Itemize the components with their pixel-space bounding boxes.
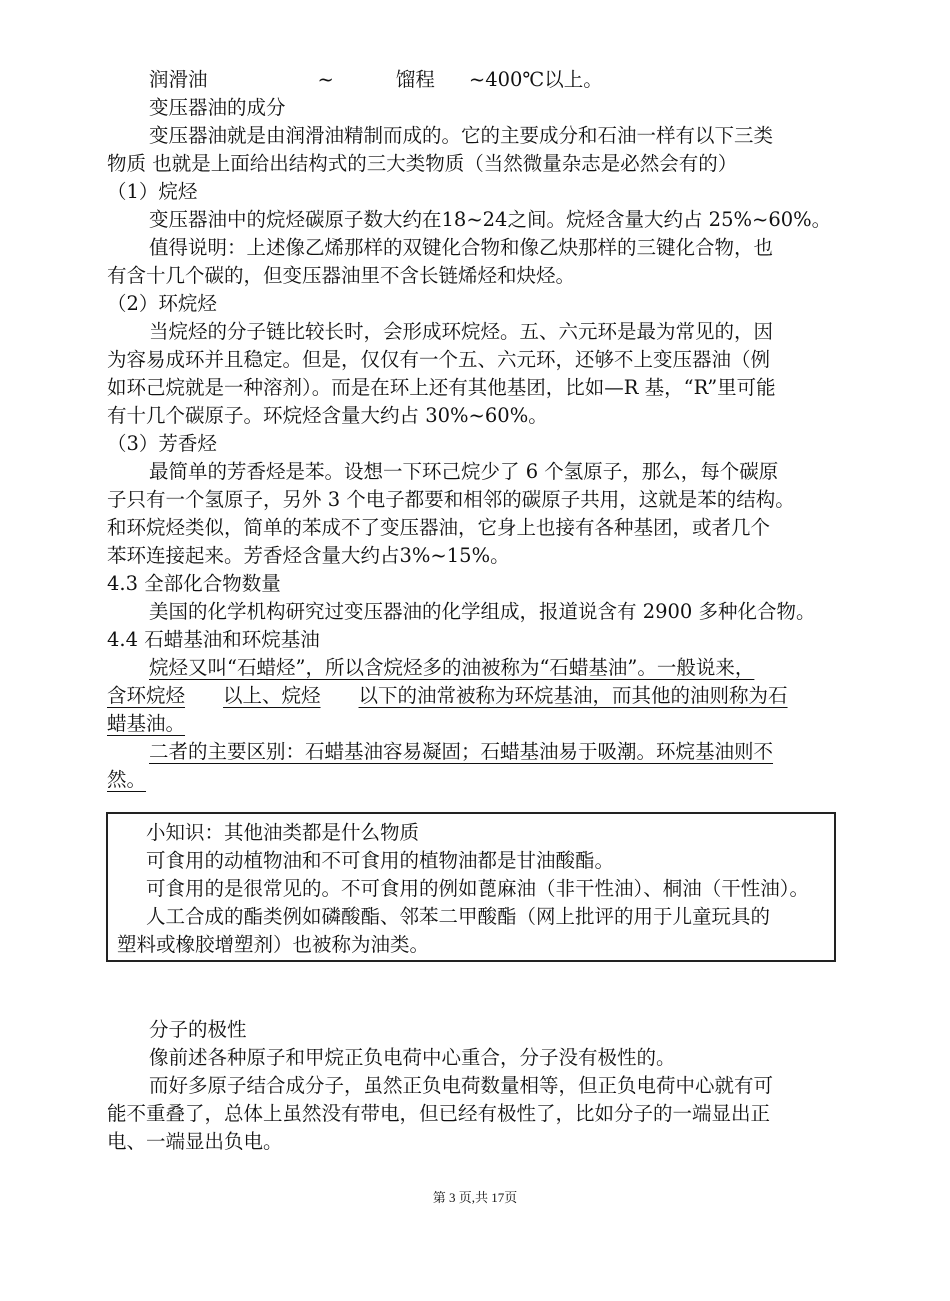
text-line [149,66,603,94]
text-line: 和环烷烃类似，简单的苯成不了变压器油，它身上也接有各种基团，或者几个 [107,516,771,539]
underlined-text-line [107,682,788,710]
box-line: 可食用的动植物油和不可食用的植物油都是甘油酸酯。 [146,849,615,872]
text-line: 而好多原子结合成分子，虽然正负电荷数量相等，但正负电荷中心就有可 [149,1074,774,1097]
knowledge-box [106,812,836,962]
page-total: 17页 [491,1190,518,1205]
text-line: 苯环连接起来。芳香烃含量大约占3%~15%。 [107,544,510,567]
section-heading: 4.3 全部化合物数量 [107,572,281,595]
text-line: 值得说明：上述像乙烯那样的双键化合物和像乙炔那样的三键化合物，也 [149,236,774,259]
text-fragment: 以上、烷烃 [223,684,321,707]
text-line: 电、一端显出负电。 [107,1130,283,1153]
page-number: 3 [448,1190,456,1205]
text-fragment: ~ [317,68,334,91]
underlined-text-line: 烷烃又叫“石蜡烃”，所以含烷烃多的油被称为“石蜡基油”。一般说来， [149,656,755,679]
text-line: 有含十几个碳的，但变压器油里不含长链烯烃和炔烃。 [107,264,576,287]
text-line: 能不重叠了，总体上虽然没有带电，但已经有极性了，比如分子的一端显出正 [107,1102,771,1125]
text-line: 变压器油中的烷烃碳原子数大约在18~24之间。烷烃含量大约占 25%~60%。 [149,208,832,231]
text-line: 为容易成环并且稳定。但是，仅仅有一个五、六元环，还够不上变压器油（例 [107,348,771,371]
text-fragment: ~400℃以上。 [468,68,603,91]
section-heading: 分子的极性 [149,1018,247,1041]
text-fragment: 馏程 [395,68,435,91]
box-title: 小知识：其他油类都是什么物质 [146,821,420,844]
section-heading: （2）环烷烃 [107,292,217,315]
text-line: 如环己烷就是一种溶剂）。而是在环上还有其他基团，比如—R 基，“R”里可能 [107,376,776,399]
text-line: 最简单的芳香烃是苯。设想一下环己烷少了 6 个氢原子，那么，每个碳原 [149,460,779,483]
section-heading: （1）烷烃 [107,180,198,203]
section-heading: 变压器油的成分 [149,96,286,119]
text-line: 当烷烃的分子链比较长时，会形成环烷烃。五、六元环是最为常见的，因 [149,320,774,343]
text-line: 有十几个碳原子。环烷烃含量大约占 30%~60%。 [107,404,548,427]
underlined-text-line: 然。 [107,768,147,791]
text-line: 物质 也就是上面给出结构式的三大类物质（当然微量杂志是必然会有的） [107,152,738,175]
footer-label: 第 [432,1190,446,1205]
underlined-text-line: 二者的主要区别：石蜡基油容易凝固；石蜡基油易于吸潮。环烷基油则不 [149,740,774,763]
text-line: 子只有一个氢原子，另外 3 个电子都要和相邻的碳原子共用，这就是苯的结构。 [107,488,795,511]
text-line: 美国的化学机构研究过变压器油的化学组成，报道说含有 2900 多种化合物。 [149,600,816,623]
text-fragment: 润滑油 [149,68,208,91]
text-line: 变压器油就是由润滑油精制而成的。它的主要成分和石油一样有以下三类 [149,124,774,147]
page-footer [0,1189,950,1207]
section-heading: （3）芳香烃 [107,432,217,455]
footer-label: 页,共 [458,1190,488,1205]
box-line: 塑料或橡胶增塑剂）也被称为油类。 [117,933,430,956]
section-heading: 4.4 石蜡基油和环烷基油 [107,628,320,651]
text-fragment: 含环烷烃 [107,684,186,707]
text-line: 像前述各种原子和甲烷正负电荷中心重合，分子没有极性的。 [149,1046,676,1069]
box-line: 人工合成的酯类例如磷酸酯、邻苯二甲酸酯（网上批评的用于儿童玩具的 [146,905,771,928]
underlined-text-line: 蜡基油。 [107,712,186,735]
box-line: 可食用的是很常见的。不可食用的例如蓖麻油（非干性油）、桐油（干性油）。 [146,877,810,900]
text-fragment: 以下的油常被称为环烷基油，而其他的油则称为石 [358,684,788,707]
